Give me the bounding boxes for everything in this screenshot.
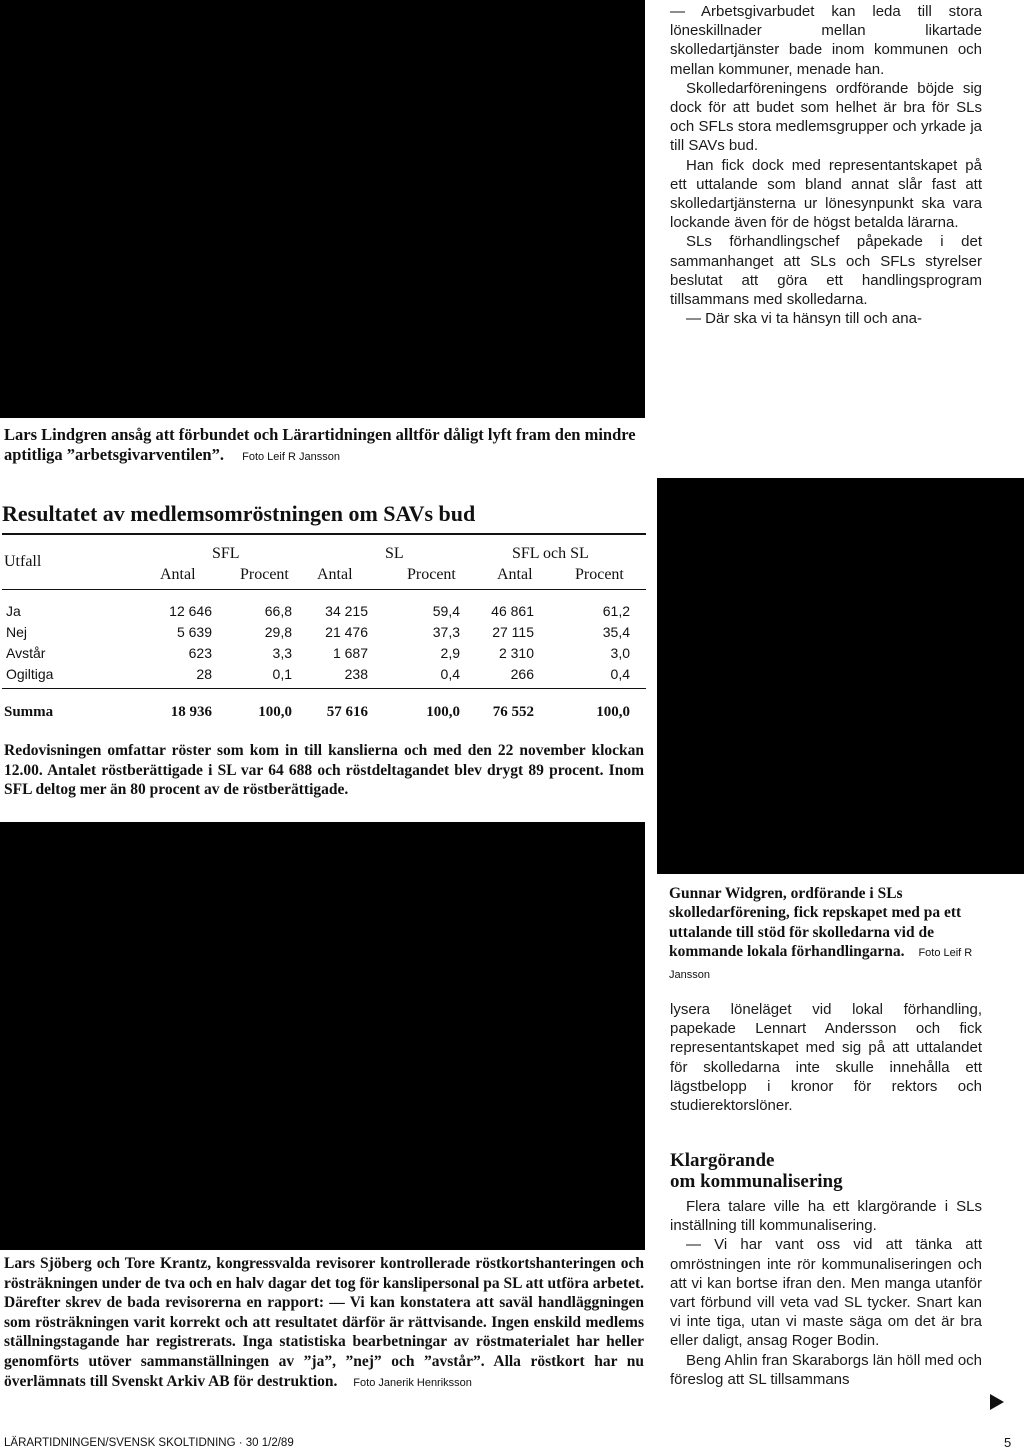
subheader-antal: Antal [497,566,533,583]
section-heading [670,1150,982,1192]
footer-page-number: 5 [1004,1435,1012,1450]
table-cell: 238 [344,666,368,682]
subheader-procent: Procent [407,566,456,583]
row-label: Ja [6,603,21,619]
group-header-sfl: SFL [212,545,240,562]
caption-widgren-text: Gunnar Widgren, ordförande i SLs skolledarförening, fick repskapet med pa ett uttalande till stöd för skolledarna vid de kommande lokala förhandlingarna. [669,885,962,961]
table-cell: 37,3 [432,624,460,640]
total-label: Summa [4,704,54,720]
total-cell: 100,0 [426,704,460,720]
paragraph: SLs förhandlingschef påpekade i det sammanhanget att SLs och SFLs styrelser beslutat att göra ett handlingsprogram tillsammans med skolledarna. [670,233,982,309]
table-cell: 0,4 [440,666,460,682]
caption-widgren [669,884,981,985]
group-header-sfl-sl: SFL och SL [512,545,589,562]
table-cell: 27 115 [492,624,534,640]
table-cell: 5 639 [176,624,212,640]
row-label: Ogiltiga [6,666,54,682]
subheader-procent: Procent [240,566,289,583]
table-cell: 3,3 [272,645,292,661]
caption-widgren-credit: Foto Leif R Jansson [669,947,973,981]
table-cell: 623 [188,645,212,661]
total-cell: 18 936 [170,704,212,720]
caption-revisors-text: Lars Sjöberg och Tore Krantz, kongressvalda revisorer kontrollerade röstkortshanteringen och rösträkningen under de tva och en halv dagar det tog för kanslipersonal pa SL att utföra arbetet. Därefter skrev de bada revisorerna en rapport: — Vi kan konstatera att saväl handläggningen som rösträkningen varit korrekt och att resultatet därför är rättvisande. Ingen enskild medlems ställningstagande har registrerats. Inga statistiska bearbetningar av röstmaterialet har heller genomförts utöver sammanställningen av ”ja”, ”nej” och ”avstår”. Alla röstkort har nu överlämnats till Svenskt Arkiv AB för destruktion. [4,1255,644,1390]
table-cell: 29,8 [264,624,292,640]
table-cell: 0,4 [610,666,630,682]
footer-publication: LÄRARTIDNINGEN/SVENSK SKOLTIDNING · 30 1/2/89 [4,1437,294,1449]
total-cell: 76 552 [492,704,534,720]
table-top-rule [2,533,646,535]
table-cell: 1 687 [332,645,368,661]
table-cell: 3,0 [610,645,630,661]
group-header-sl: SL [385,545,404,562]
table-cell: 46 861 [491,603,534,619]
top-right-column [670,2,982,328]
subheader-antal: Antal [317,566,353,583]
table-cell: 266 [510,666,534,682]
table-cell: 28 [196,666,212,682]
table-row-header: Utfall [4,553,42,570]
table-cell: 12 646 [169,603,212,619]
caption-lindgren [4,425,644,467]
section-heading-line1: Klargörande [670,1150,775,1171]
table-cell: 2 310 [498,645,534,661]
table-cell: 61,2 [602,603,630,619]
table-cell: 59,4 [432,603,460,619]
section-heading-line2: om kommunalisering [670,1171,843,1192]
caption-revisors-credit: Foto Janerik Henriksson [353,1376,472,1389]
total-cell: 57 616 [326,704,368,720]
table-note: Redovisningen omfattar röster som kom in till kanslierna och med den 22 november klockan 12.00. Antalet röstberättigade i SL var 64 688 och röstdeltagandet blev drygt 89 procent. Inom SFL deltog mer än 80 procent av de röstberättigade. [4,742,644,798]
table-cell: 0,1 [272,666,292,682]
caption-revisors [4,1254,644,1393]
paragraph: — Där ska vi ta hänsyn till och ana- [686,310,922,328]
table-header-rule [2,589,646,590]
photo-revisors [0,822,645,1250]
paragraph: Flera talare ville ha ett klargörande i SLs inställning till kommunalisering. [670,1198,982,1235]
subheader-procent: Procent [575,566,624,583]
continue-arrow-icon [990,1394,1004,1410]
row-label: Avstår [6,645,46,661]
table-title: Resultatet av medlemsomröstningen om SAVs bud [2,501,476,526]
total-cell: 100,0 [258,704,292,720]
photo-gunnar-widgren [657,478,1024,874]
table-cell: 21 476 [325,624,368,640]
table-total-rule [2,688,646,689]
paragraph: — Vi har vant oss vid att tänka att omröstningen inte rör kommunaliseringen och att vi kan bortse ifran den. Men manga utanför vart förbund vill veta vad SL tycker. Snart kan vi inte tiga, utan vi maste säga om det är bra eller daligt, ansag Roger Bodin. [670,1236,982,1350]
paragraph: lysera löneläget vid lokal förhandling, papekade Lennart Andersson och fick representantskapet med sig på att uttalandet för skolledarna inte skulle innehålla ett lägstbelopp i kronor för rektors och studierektorslöner. [670,1001,982,1115]
caption-lindgren-credit: Foto Leif R Jansson [242,451,340,463]
paragraph: Skolledarföreningens ordförande böjde sig dock för att budet som helhet är bra för SLs och SFLs stora medlemsgrupper och yrkade ja till SAVs bud. [670,79,982,155]
table-cell: 2,9 [440,645,460,661]
table-cell: 34 215 [325,603,368,619]
middle-right-column [670,1000,982,1115]
section-column [670,1197,982,1389]
paragraph: Han fick dock med representantskapet på ett uttalande som bland annat slår fast att skolledartjänsterna ur lönesynpunkt ska vara lockande även för de högst betalda lärarna. [670,156,982,232]
paragraph: Beng Ahlin fran Skaraborgs län höll med och föreslog att SL tillsammans [670,1351,983,1388]
photo-lars-lindgren [0,0,645,418]
table-cell: 35,4 [602,624,630,640]
paragraph: — Arbetsgivarbudet kan leda till stora löneskillnader mellan likartade skolledartjänster bade inom kommunen och mellan kommuner, menade han. [670,3,982,78]
table-cell: 66,8 [264,603,292,619]
total-cell: 100,0 [596,704,630,720]
row-label: Nej [6,624,28,640]
subheader-antal: Antal [160,566,196,583]
caption-lindgren-text: Lars Lindgren ansåg att förbundet och Lärartidningen alltför dåligt lyft fram den mindre aptitliga ”arbetsgivarventilen”. [4,425,636,464]
